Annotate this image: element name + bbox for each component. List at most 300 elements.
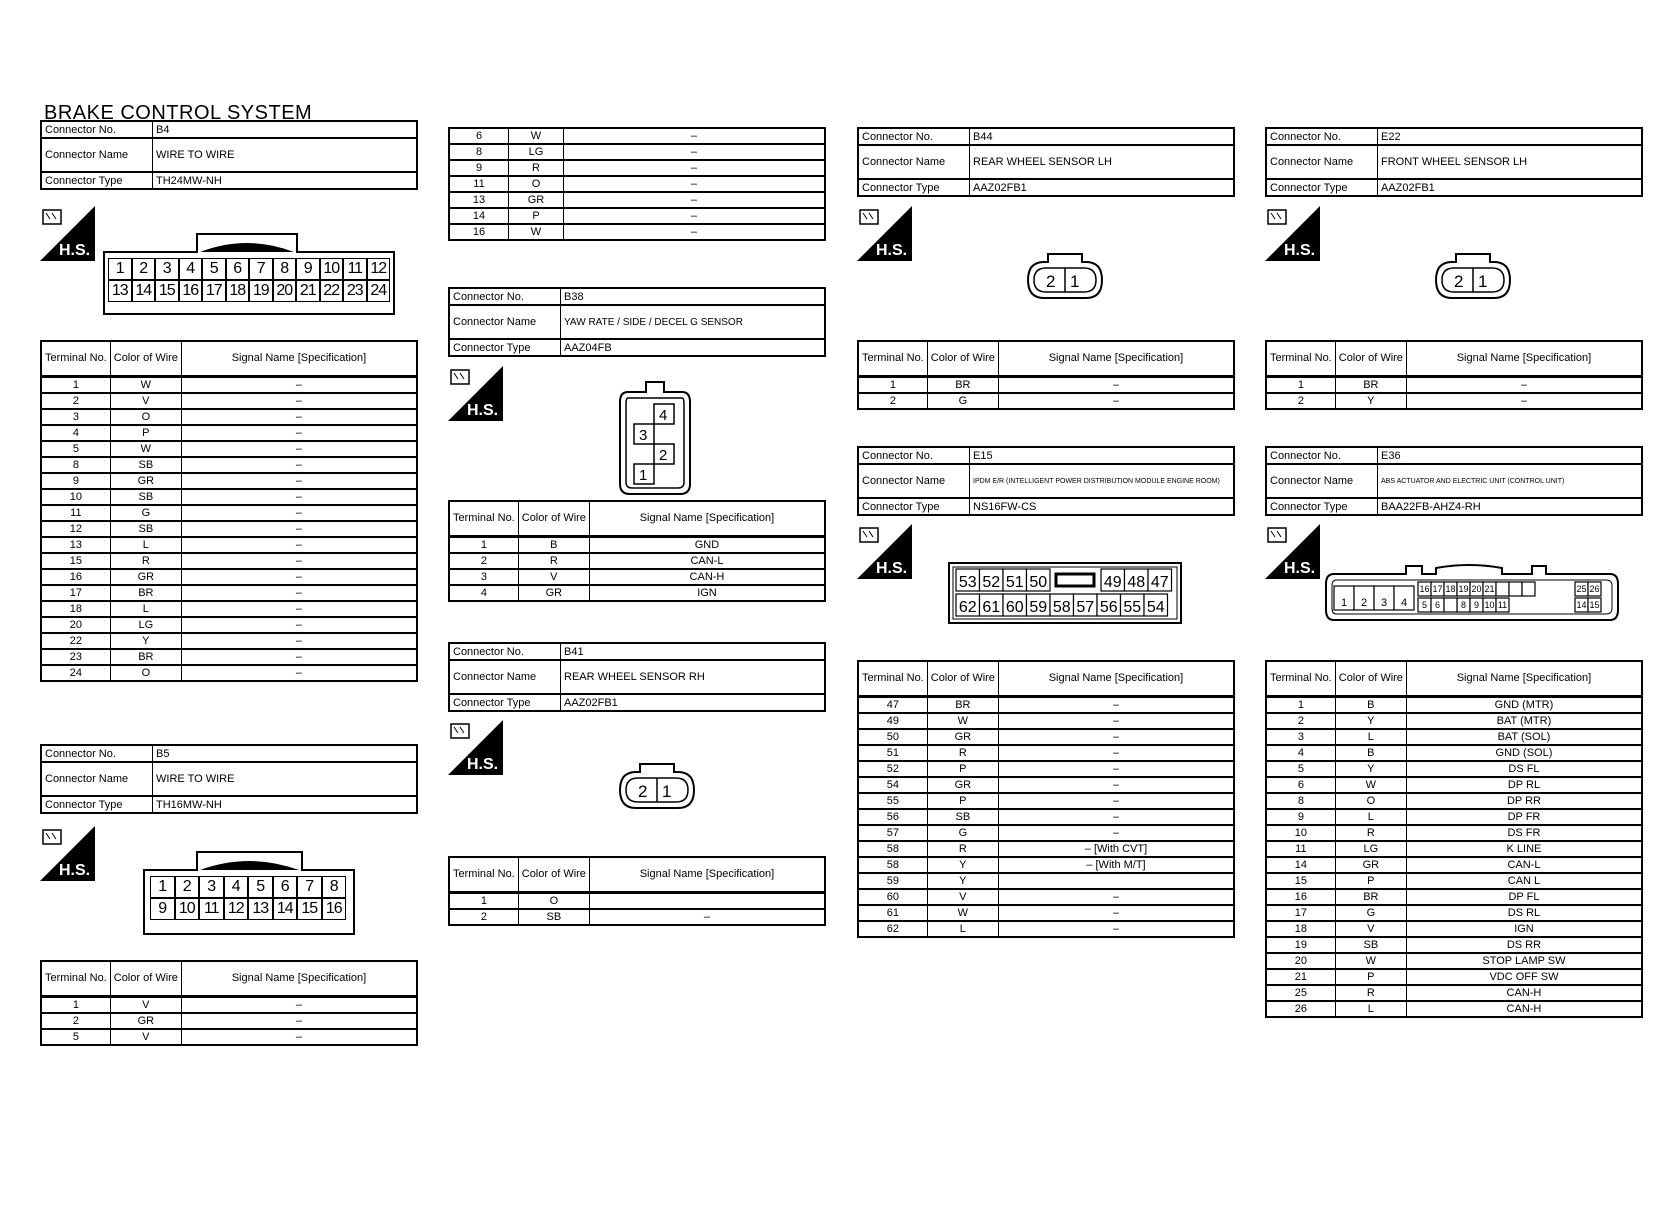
label-connector-type: Connector Type	[41, 796, 153, 813]
table-header	[41, 341, 417, 377]
color-cell: W	[927, 713, 998, 729]
header-signal: Signal Name [Specification]	[589, 857, 825, 893]
color-cell: LG	[509, 144, 564, 160]
label-connector-type: Connector Type	[858, 179, 970, 196]
color-cell: L	[1335, 729, 1406, 745]
header-color: Color of Wire	[110, 341, 181, 377]
color-cell: GR	[110, 1013, 181, 1029]
label-connector-name: Connector Name	[41, 138, 153, 172]
connector-name-value: FRONT WHEEL SENSOR LH	[1378, 145, 1643, 179]
terminal-cell: 25	[1266, 985, 1335, 1001]
signal-cell: –	[564, 144, 826, 160]
signal-cell: BAT (MTR)	[1406, 713, 1642, 729]
terminal-cell: 8	[449, 144, 509, 160]
pin-label: 4	[224, 876, 249, 898]
terminal-cell: 50	[858, 729, 927, 745]
pin-label: 62	[958, 599, 977, 616]
terminal-cell: 24	[41, 665, 110, 681]
connector-no-value: B5	[153, 745, 418, 762]
pin-label: 56	[1099, 599, 1118, 616]
connector-type-value: TH16MW-NH	[153, 796, 418, 813]
color-cell: W	[1335, 777, 1406, 793]
pin-label: 50	[1029, 574, 1048, 591]
pin-label: 2	[132, 258, 156, 280]
color-cell: G	[110, 505, 181, 521]
terminal-cell: 12	[41, 521, 110, 537]
hs-icon	[40, 206, 95, 261]
color-cell: R	[518, 553, 589, 569]
terminal-cell: 13	[41, 537, 110, 553]
pin-label: 5	[202, 258, 226, 280]
pin-label: 10	[320, 258, 344, 280]
table-row	[41, 585, 417, 601]
terminal-cell: 10	[1266, 825, 1335, 841]
signal-cell: IGN	[1406, 921, 1642, 937]
connector-type-value: BAA22FB-AHZ4-RH	[1378, 498, 1643, 515]
terminal-cell: 1	[449, 893, 518, 910]
table-row	[41, 409, 417, 425]
signal-cell: DS FR	[1406, 825, 1642, 841]
terminal-cell: 11	[449, 176, 509, 192]
connector-no-value: B44	[970, 128, 1235, 145]
color-cell: P	[927, 761, 998, 777]
connector-no-value: B38	[561, 288, 826, 305]
terminal-cell: 52	[858, 761, 927, 777]
terminal-table-b44	[857, 340, 1235, 410]
pin-label: 20	[273, 280, 297, 302]
color-cell: O	[518, 893, 589, 910]
signal-cell: –	[181, 601, 417, 617]
table-row	[1266, 921, 1642, 937]
terminal-cell: 11	[41, 505, 110, 521]
pin-grid-b5	[150, 876, 348, 920]
terminal-cell: 49	[858, 713, 927, 729]
label-connector-name: Connector Name	[1266, 145, 1378, 179]
pin-box	[1444, 598, 1457, 612]
signal-cell: IGN	[589, 585, 825, 601]
signal-cell: –	[181, 1013, 417, 1029]
signal-cell: CAN-L	[589, 553, 825, 569]
color-cell: W	[927, 905, 998, 921]
color-cell: SB	[1335, 937, 1406, 953]
terminal-cell: 19	[1266, 937, 1335, 953]
table-row	[41, 997, 417, 1014]
color-cell: SB	[110, 521, 181, 537]
table-row	[1266, 761, 1642, 777]
terminal-cell: 4	[41, 425, 110, 441]
terminal-table-e22	[1265, 340, 1643, 410]
header-terminal: Terminal No.	[449, 501, 518, 537]
terminal-cell: 1	[858, 377, 927, 394]
table-row	[1266, 857, 1642, 873]
signal-cell: –	[181, 997, 417, 1014]
terminal-cell: 2	[1266, 393, 1335, 409]
connector-no-value: E36	[1378, 447, 1643, 464]
signal-cell: –	[1406, 393, 1642, 409]
label-connector-no: Connector No.	[858, 128, 970, 145]
terminal-cell: 3	[41, 409, 110, 425]
signal-cell: –	[181, 393, 417, 409]
table-row	[1266, 777, 1642, 793]
hs-icon	[448, 720, 503, 775]
pin-label: 3	[155, 258, 179, 280]
signal-cell: STOP LAMP SW	[1406, 953, 1642, 969]
signal-cell: CAN-H	[1406, 1001, 1642, 1017]
terminal-cell: 1	[41, 377, 110, 394]
color-cell: GR	[110, 569, 181, 585]
connector-name-value: YAW RATE / SIDE / DECEL G SENSOR	[561, 305, 826, 339]
terminal-table-b41	[448, 856, 826, 926]
terminal-cell: 6	[1266, 777, 1335, 793]
connector-diagram-e22	[1434, 252, 1512, 302]
table-row	[858, 905, 1234, 921]
header-terminal: Terminal No.	[1266, 341, 1335, 377]
color-cell: B	[1335, 697, 1406, 714]
color-cell: G	[927, 825, 998, 841]
terminal-cell: 2	[41, 1013, 110, 1029]
pin-label: 23	[343, 280, 367, 302]
color-cell: SB	[927, 809, 998, 825]
connector-name-value: REAR WHEEL SENSOR LH	[970, 145, 1235, 179]
table-row	[449, 909, 825, 925]
signal-cell: DS FL	[1406, 761, 1642, 777]
pin-label: 55	[1123, 599, 1142, 616]
pin-label: 59	[1029, 599, 1048, 616]
pin-label: 8	[273, 258, 297, 280]
table-row	[1266, 793, 1642, 809]
signal-cell: –	[998, 713, 1234, 729]
terminal-cell: 2	[1266, 713, 1335, 729]
hs-icon	[857, 524, 912, 579]
color-cell: Y	[1335, 713, 1406, 729]
table-row	[449, 224, 825, 240]
pin-label: 48	[1127, 574, 1146, 591]
signal-cell: DS RR	[1406, 937, 1642, 953]
header-terminal: Terminal No.	[1266, 661, 1335, 697]
connector-no-value: E15	[970, 447, 1235, 464]
label-connector-name: Connector Name	[449, 305, 561, 339]
color-cell: Y	[110, 633, 181, 649]
terminal-cell: 15	[41, 553, 110, 569]
table-row	[1266, 729, 1642, 745]
pin-label: 17	[202, 280, 226, 302]
color-cell: W	[1335, 953, 1406, 969]
terminal-cell: 17	[1266, 905, 1335, 921]
terminal-cell: 23	[41, 649, 110, 665]
color-cell: L	[927, 921, 998, 937]
terminal-cell: 5	[41, 441, 110, 457]
table-row	[858, 745, 1234, 761]
table-row	[858, 841, 1234, 857]
table-row	[1266, 985, 1642, 1001]
table-row	[1266, 393, 1642, 409]
table-row	[41, 665, 417, 681]
terminal-cell: 1	[41, 997, 110, 1014]
hs-label: H.S.	[59, 862, 91, 879]
label-connector-no: Connector No.	[41, 121, 153, 138]
table-row	[449, 208, 825, 224]
color-cell: GR	[518, 585, 589, 601]
table-row	[41, 425, 417, 441]
hs-label: H.S.	[467, 756, 499, 773]
terminal-cell: 2	[449, 553, 518, 569]
table-header	[449, 857, 825, 893]
pin-label: 14	[1576, 600, 1587, 610]
color-cell: R	[1335, 825, 1406, 841]
signal-cell: DP FR	[1406, 809, 1642, 825]
table-row	[858, 393, 1234, 409]
table-row	[1266, 1001, 1642, 1017]
hs-icon	[1265, 206, 1320, 261]
signal-cell: –	[181, 633, 417, 649]
color-cell: G	[927, 393, 998, 409]
signal-cell: –	[181, 1029, 417, 1045]
label-connector-no: Connector No.	[449, 643, 561, 660]
table-row	[1266, 889, 1642, 905]
signal-cell: –	[564, 208, 826, 224]
color-cell: V	[927, 889, 998, 905]
table-row	[1266, 745, 1642, 761]
terminal-cell: 62	[858, 921, 927, 937]
terminal-cell: 2	[858, 393, 927, 409]
pin-label: 1	[108, 258, 132, 280]
terminal-cell: 1	[1266, 377, 1335, 394]
table-row	[1266, 825, 1642, 841]
table-row	[858, 793, 1234, 809]
color-cell: GR	[1335, 857, 1406, 873]
table-header	[449, 501, 825, 537]
pin-label: 20	[1471, 584, 1482, 594]
pin-label: 57	[1076, 599, 1095, 616]
hs-icon	[448, 366, 503, 421]
table-row	[858, 873, 1234, 889]
connector-name-value: WIRE TO WIRE	[153, 762, 418, 796]
connector-diagram-b44	[1026, 252, 1104, 302]
connector-name-value: IPDM E/R (INTELLIGENT POWER DISTRIBUTION MODULE ENGINE ROOM)	[970, 464, 1235, 498]
pin-label: 15	[1589, 600, 1600, 610]
color-cell: W	[110, 377, 181, 394]
signal-cell: DP RR	[1406, 793, 1642, 809]
pin-label: 2	[175, 876, 200, 898]
pin-label: 16	[322, 898, 347, 920]
pin-box	[1509, 582, 1522, 596]
table-row	[41, 649, 417, 665]
color-cell: SB	[110, 457, 181, 473]
terminal-cell: 4	[449, 585, 518, 601]
signal-cell: –	[589, 909, 825, 925]
terminal-cell: 2	[41, 393, 110, 409]
table-row	[449, 128, 825, 144]
terminal-cell: 58	[858, 857, 927, 873]
table-row	[41, 473, 417, 489]
color-cell: W	[509, 128, 564, 144]
terminal-cell: 58	[858, 841, 927, 857]
terminal-cell: 9	[1266, 809, 1335, 825]
color-cell: GR	[927, 777, 998, 793]
table-row	[858, 809, 1234, 825]
table-header	[1266, 661, 1642, 697]
table-row	[41, 377, 417, 394]
pin-label: 19	[1458, 584, 1469, 594]
pin-label: 53	[958, 574, 977, 591]
header-color: Color of Wire	[927, 341, 998, 377]
signal-cell: –	[181, 649, 417, 665]
header-terminal: Terminal No.	[858, 661, 927, 697]
pin-label: 4	[1400, 597, 1408, 609]
signal-cell: –	[181, 457, 417, 473]
color-cell: BR	[927, 697, 998, 714]
pin-label: 6	[273, 876, 298, 898]
table-row	[858, 697, 1234, 714]
connector-name-value: REAR WHEEL SENSOR RH	[561, 660, 826, 694]
pin-label: 1	[639, 467, 648, 484]
color-cell: O	[509, 176, 564, 192]
terminal-table-b4-continued	[448, 127, 826, 241]
color-cell: R	[927, 841, 998, 857]
connector-info-e36	[1265, 446, 1643, 516]
pin-label: 18	[1445, 584, 1456, 594]
color-cell: Y	[1335, 393, 1406, 409]
header-terminal: Terminal No.	[449, 857, 518, 893]
terminal-cell: 8	[41, 457, 110, 473]
table-row	[449, 537, 825, 554]
signal-cell: –	[181, 425, 417, 441]
table-row	[1266, 969, 1642, 985]
pin-label: 61	[982, 599, 1001, 616]
signal-cell: CAN-H	[589, 569, 825, 585]
signal-cell: –	[998, 729, 1234, 745]
table-row	[858, 761, 1234, 777]
terminal-cell: 56	[858, 809, 927, 825]
table-row	[449, 176, 825, 192]
pin-label: 3	[639, 427, 648, 444]
terminal-cell: 22	[41, 633, 110, 649]
terminal-cell: 18	[1266, 921, 1335, 937]
pin-label: 1	[1478, 272, 1488, 291]
table-row	[41, 489, 417, 505]
pin-label: 2	[638, 782, 648, 801]
hs-icon	[40, 826, 95, 881]
pin-label: 4	[659, 407, 668, 424]
color-cell: LG	[110, 617, 181, 633]
signal-cell: BAT (SOL)	[1406, 729, 1642, 745]
color-cell: W	[509, 224, 564, 240]
signal-cell	[998, 873, 1234, 889]
terminal-cell: 1	[449, 537, 518, 554]
pin-label: 21	[296, 280, 320, 302]
table-row	[41, 537, 417, 553]
label-connector-name: Connector Name	[858, 145, 970, 179]
signal-cell: K LINE	[1406, 841, 1642, 857]
terminal-cell: 5	[1266, 761, 1335, 777]
header-color: Color of Wire	[1335, 341, 1406, 377]
color-cell: O	[110, 409, 181, 425]
terminal-cell: 54	[858, 777, 927, 793]
signal-cell: –	[181, 537, 417, 553]
pin-box	[1496, 582, 1509, 596]
color-cell: GR	[509, 192, 564, 208]
hs-label: H.S.	[876, 560, 908, 577]
pin-label: 7	[249, 258, 273, 280]
connector-diagram-e15	[948, 562, 1182, 624]
terminal-cell: 26	[1266, 1001, 1335, 1017]
table-header	[1266, 341, 1642, 377]
terminal-cell: 51	[858, 745, 927, 761]
pin-label: 58	[1052, 599, 1071, 616]
connector-info-b5	[40, 744, 418, 814]
color-cell: BR	[110, 585, 181, 601]
table-row	[1266, 809, 1642, 825]
table-row	[449, 893, 825, 910]
color-cell: Y	[1335, 761, 1406, 777]
terminal-cell: 13	[449, 192, 509, 208]
connector-diagram-b41	[618, 762, 696, 812]
pin-label: 13	[108, 280, 132, 302]
pin-label: 13	[248, 898, 273, 920]
pin-label: 3	[199, 876, 224, 898]
pin-label: 4	[179, 258, 203, 280]
terminal-cell: 11	[1266, 841, 1335, 857]
pin-label: 14	[273, 898, 298, 920]
table-row	[1266, 873, 1642, 889]
pin-label: 2	[659, 447, 668, 464]
signal-cell: –	[181, 441, 417, 457]
signal-cell: –	[181, 553, 417, 569]
signal-cell: –	[998, 905, 1234, 921]
header-color: Color of Wire	[1335, 661, 1406, 697]
table-row	[1266, 713, 1642, 729]
connector-info-b38	[448, 287, 826, 357]
table-row	[41, 393, 417, 409]
terminal-cell: 9	[449, 160, 509, 176]
terminal-cell: 20	[1266, 953, 1335, 969]
terminal-cell: 15	[1266, 873, 1335, 889]
terminal-cell: 20	[41, 617, 110, 633]
connector-name-value: WIRE TO WIRE	[153, 138, 418, 172]
pin-label: 19	[249, 280, 273, 302]
table-row	[41, 633, 417, 649]
color-cell: V	[518, 569, 589, 585]
pin-label: 18	[226, 280, 250, 302]
connector-type-value: TH24MW-NH	[153, 172, 418, 189]
table-row	[858, 713, 1234, 729]
table-header	[858, 661, 1234, 697]
label-connector-type: Connector Type	[1266, 498, 1378, 515]
header-signal: Signal Name [Specification]	[1406, 341, 1642, 377]
pin-label: 7	[297, 876, 322, 898]
terminal-cell: 16	[41, 569, 110, 585]
signal-cell: –	[564, 192, 826, 208]
color-cell: Y	[927, 857, 998, 873]
label-connector-no: Connector No.	[1266, 447, 1378, 464]
color-cell: BR	[1335, 377, 1406, 394]
signal-cell: –	[998, 825, 1234, 841]
pin-label: 17	[1432, 584, 1443, 594]
connector-type-value: AAZ02FB1	[561, 694, 826, 711]
label-connector-type: Connector Type	[858, 498, 970, 515]
color-cell: BR	[110, 649, 181, 665]
signal-cell: DS RL	[1406, 905, 1642, 921]
label-connector-no: Connector No.	[449, 288, 561, 305]
connector-info-b44	[857, 127, 1235, 197]
table-row	[858, 857, 1234, 873]
table-row	[41, 457, 417, 473]
terminal-cell: 5	[41, 1029, 110, 1045]
pin-box	[1522, 582, 1535, 596]
pin-label: 9	[296, 258, 320, 280]
signal-cell: VDC OFF SW	[1406, 969, 1642, 985]
color-cell: B	[1335, 745, 1406, 761]
